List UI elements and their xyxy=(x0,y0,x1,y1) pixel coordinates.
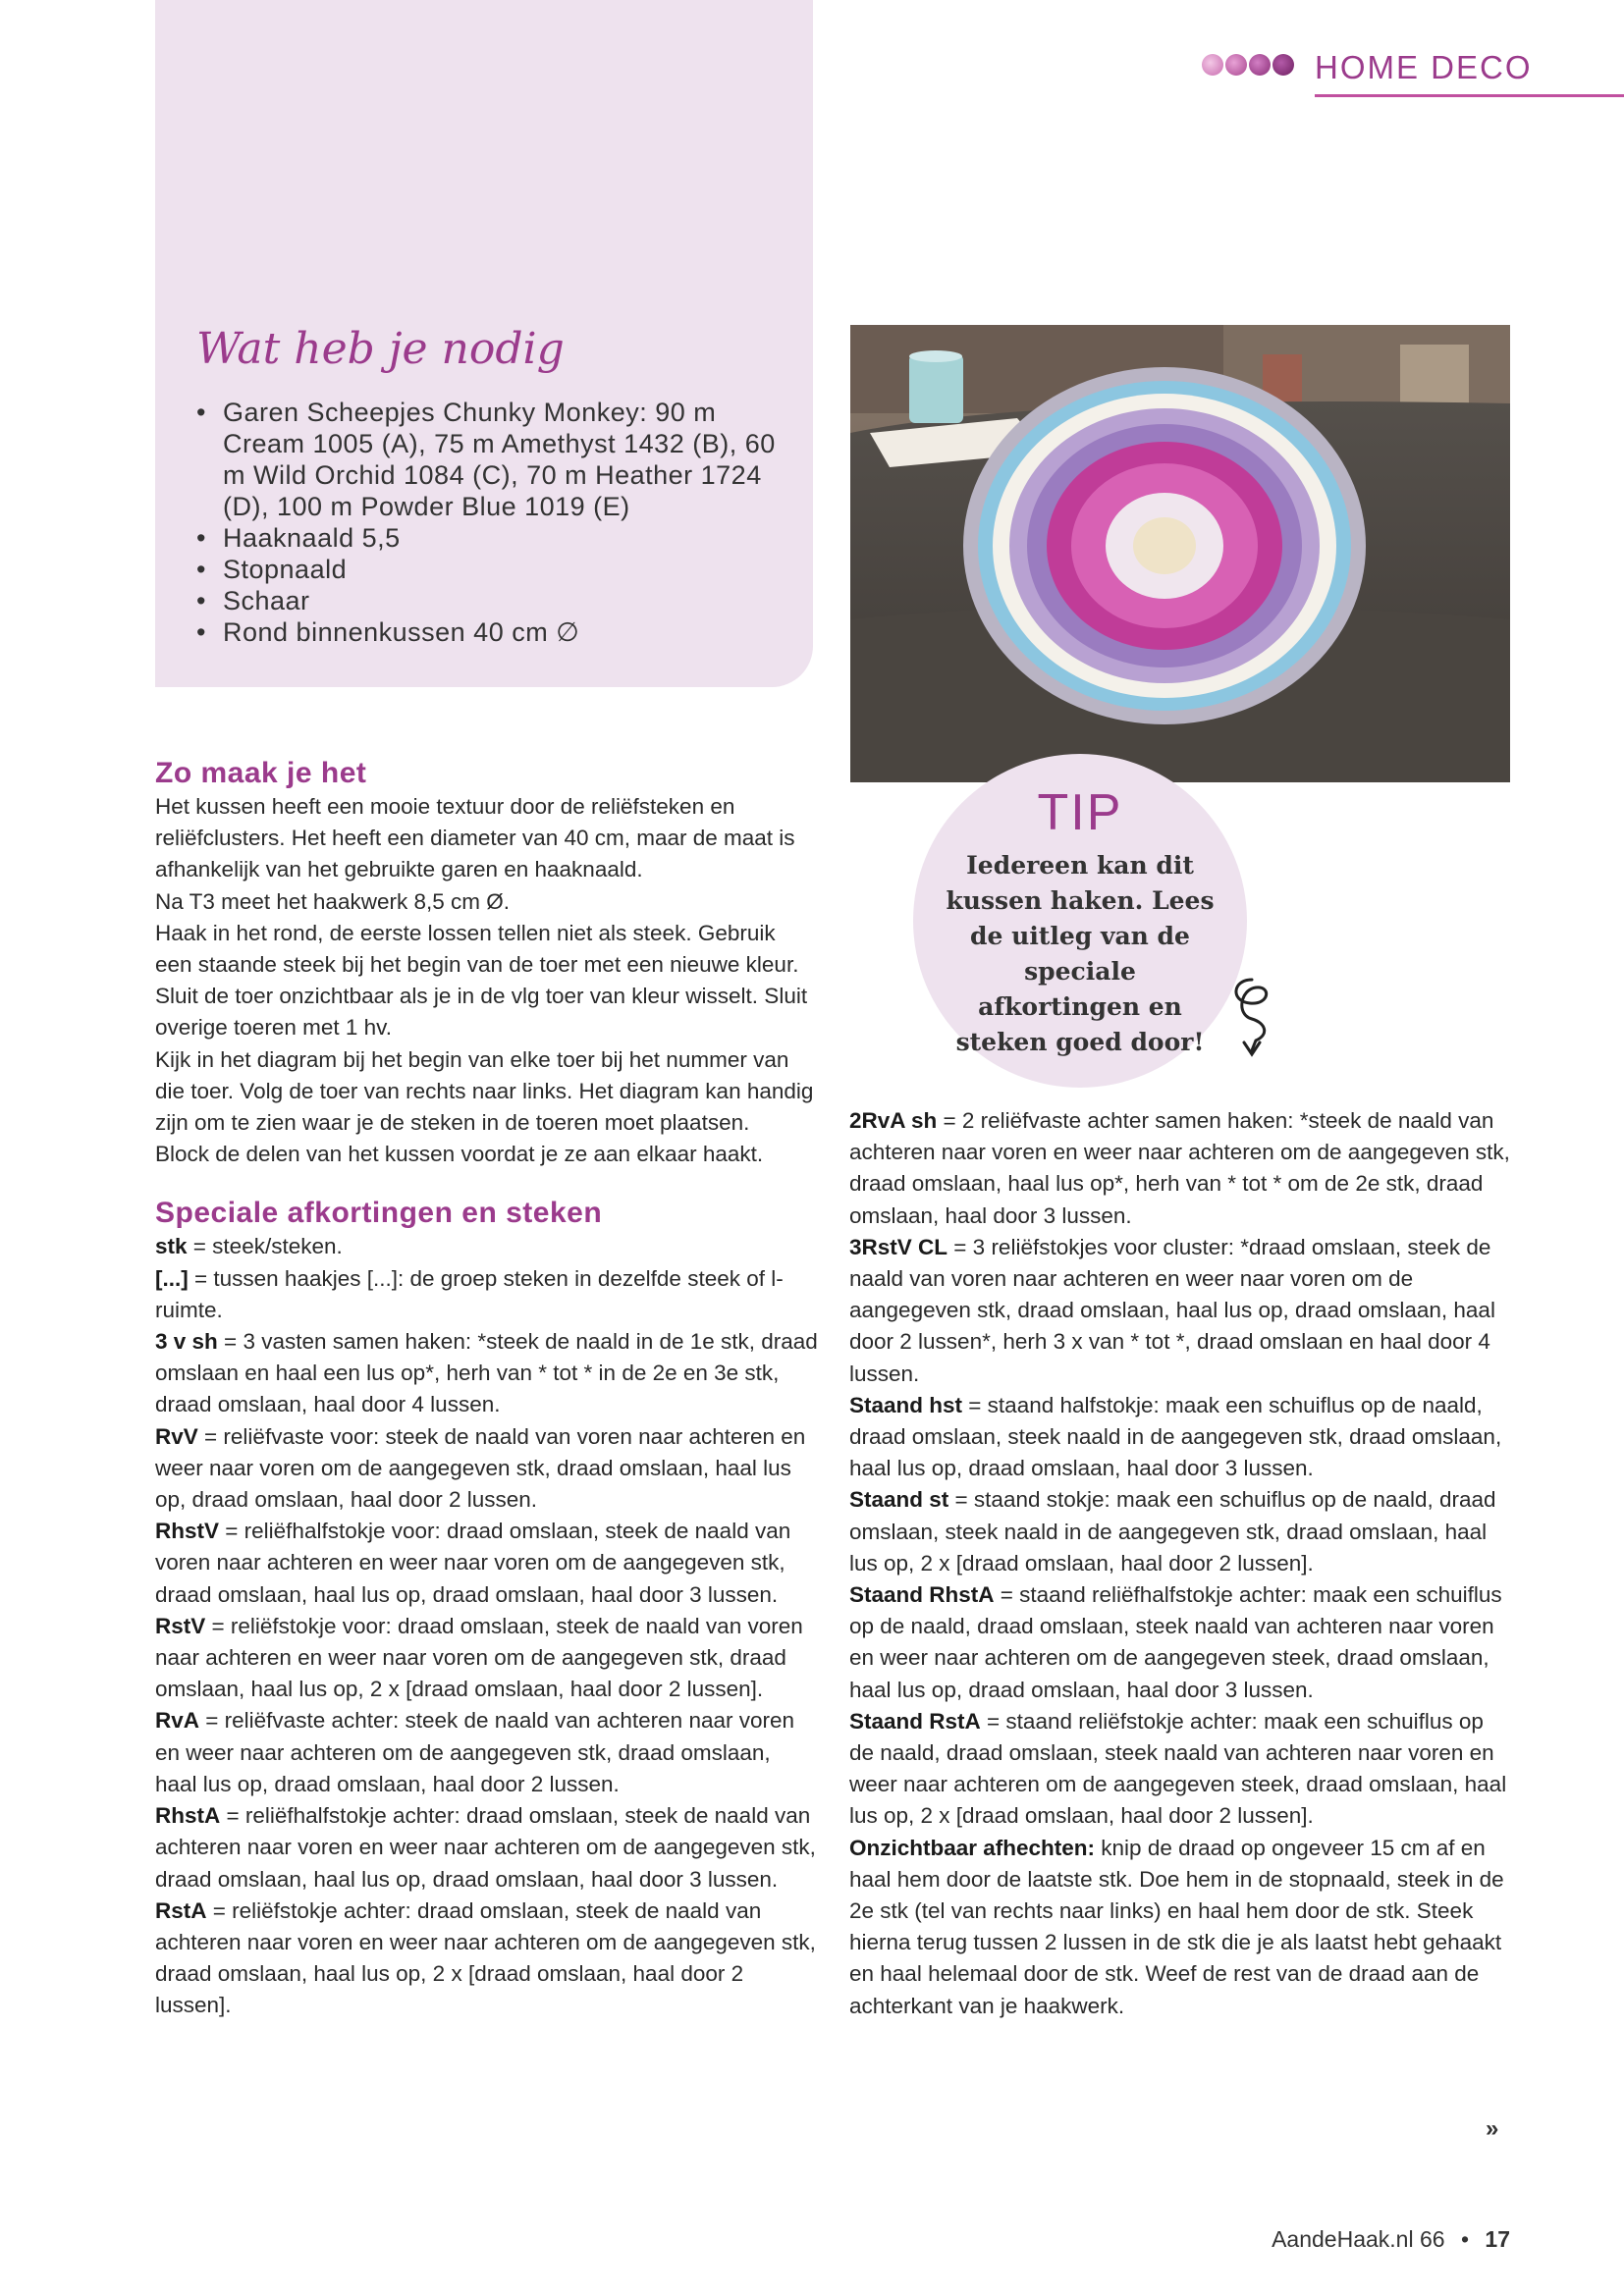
abbreviation-entry: Onzichtbaar afhechten: knip de draad op ongeveer 15 cm af en haal hem door de laatste stk. Doe hem in de stopnaald, steek in de 2e stk (tel van rechts naar links) en haal hem door de stk. Steek hierna terug tussen 2 lussen in de stk die je als laatst hebt gehaakt en haal helemaal door de stk. Weef de rest van de draad aan de achterkant van je haakwerk. xyxy=(849,1835,1504,2018)
materials-title: Wat heb je nodig xyxy=(196,324,565,374)
page-footer xyxy=(1272,2226,1510,2253)
paragraph: Kijk in het diagram bij het begin van elke toer bij het nummer van die toer. Volg de toer van rechts naar links. Het diagram kan handig zijn om te zien waar je de steken in de toeren moet plaatsen. xyxy=(155,1046,814,1136)
abbreviation-entry: 3 v sh = 3 vasten samen haken: *steek de naald in de 1e stk, draad omslaan en haal een lus op*, herh van * tot * in de 2e en 3e stk, draad omslaan, haal door 4 lussen. xyxy=(155,1329,818,1417)
section-title: HOME DECO xyxy=(1315,49,1533,85)
header-underline xyxy=(1315,94,1624,97)
left-column xyxy=(155,756,818,2022)
footer-bullet: • xyxy=(1460,2226,1470,2252)
abbreviation-entry: Staand st = staand stokje: maak een schuiflus op de naald, draad omslaan, steek naald in de aangegeven stk, draad omslaan, haal lus op, 2 x [draad omslaan, haal door 2 lussen]. xyxy=(849,1487,1496,1575)
abbreviation-entry: RhstV = reliëfhalfstokje voor: draad omslaan, steek de naald van voren naar achteren en weer naar voren om de aangegeven stk, draad omslaan, haal lus op, draad omslaan, haal door 3 lussen. xyxy=(155,1519,791,1607)
tip-callout xyxy=(913,754,1247,1088)
right-column xyxy=(849,1105,1512,2022)
abbreviation-entry: 2RvA sh = 2 reliëfvaste achter samen haken: *steek de naald van achteren naar voren en weer naar achteren om de aangegeven stk, draad omslaan, haal lus op*, herh van * tot * om de 2e stk, draad omslaan, haal door 3 lussen. xyxy=(849,1108,1510,1228)
abbreviation-entry: RstA = reliëfstokje achter: draad omslaan, steek de naald van achteren naar voren en weer naar achteren om de aangegeven stk, draad omslaan, haal lus op, 2 x [draad omslaan, haal door 2 lussen]. xyxy=(155,1897,816,2018)
swirl-arrow-icon xyxy=(1222,972,1281,1060)
footer-site: AandeHaak.nl 66 xyxy=(1272,2226,1445,2252)
abbreviation-entry: Staand RhstA = staand reliëfhalfstokje achter: maak een schuiflus op de naald, draad omslaan, steek naald van achteren naar voren en weer naar achteren om de aangegeven steek, draad omslaan, haal lus op, draad omslaan, haal door 3 lussen. xyxy=(849,1582,1502,1702)
list-item: • Garen Scheepjes Chunky Monkey: 90 m Cream 1005 (A), 75 m Amethyst 1432 (B), 60 m Wild Orchid 1084 (C), 70 m Heather 1724 (D), 100 m Powder Blue 1019 (E) xyxy=(196,397,785,522)
how-to-title: Zo maak je het xyxy=(155,757,367,789)
abbreviation-entry: 3RstV CL = 3 reliëfstokjes voor cluster: *draad omslaan, steek de naald van voren naar achteren en weer naar voren om de aangegeven stk, draad omslaan, haal lus op, draad omslaan, haal door 2 lussen*, herh 3 x van * tot *, draad omslaan en haal door 4 lussen. xyxy=(849,1234,1495,1386)
abbreviation-entry: RvA = reliëfvaste achter: steek de naald van achteren naar voren en weer naar achteren om de aangegeven stk, draad omslaan, haal lus op, draad omslaan, haal door 2 lussen. xyxy=(155,1708,795,1796)
page-number: 17 xyxy=(1485,2226,1510,2252)
abbreviation-entry: Staand RstA = staand reliëfstokje achter: maak een schuiflus op de naald, draad omslaan, steek naald van achteren naar voren en weer naar achteren om de aangegeven steek, draad omslaan, haal lus op, 2 x [draad omslaan, haal door 2 lussen]. xyxy=(849,1708,1507,1829)
paragraph: Haak in het rond, de eerste lossen tellen niet als steek. Gebruik een staande steek bij het begin van de toer met een nieuwe kleur. Sluit de toer onzichtbaar als je in de vlg toer van kleur wisselt. Sluit overige toeren met 1 hv. xyxy=(155,920,808,1041)
abbreviations-title: Speciale afkortingen en steken xyxy=(155,1197,603,1230)
abbreviation-entry: stk = steek/steken. xyxy=(155,1234,343,1259)
tip-title: TIP xyxy=(1037,784,1123,841)
list-item: • Rond binnenkussen 40 cm ∅ xyxy=(196,616,785,648)
tip-text: Iedereen kan dit kussen haken. Lees de uitleg van de speciale afkortingen en steken goed door! xyxy=(946,851,1215,1056)
abbreviation-entry: [...] = tussen haakjes [...]: de groep steken in dezelfde steek of l-ruimte. xyxy=(155,1265,784,1322)
paragraph: Het kussen heeft een mooie textuur door de reliëfsteken en reliëfclusters. Het heeft een diameter van 40 cm, maar de maat is afhankelijk van het gebruikte garen en haaknaald. xyxy=(155,794,795,882)
yarn-balls-icon xyxy=(1202,54,1294,76)
materials-box xyxy=(155,0,813,687)
abbreviation-entry: RhstA = reliëfhalfstokje achter: draad omslaan, steek de naald van achteren naar voren en weer naar achteren om de aangegeven stk, draad omslaan, haal lus op, draad omslaan, haal door 3 lussen. xyxy=(155,1803,816,1892)
paragraph: Na T3 meet het haakwerk 8,5 cm Ø. xyxy=(155,888,510,914)
abbreviation-entry: RstV = reliëfstokje voor: draad omslaan, steek de naald van voren naar achteren en weer naar voren om de aangegeven stk, draad omslaan, haal lus op, 2 x [draad omslaan, haal door 2 lussen]. xyxy=(155,1613,803,1702)
paragraph: Block de delen van het kussen voordat je ze aan elkaar haakt. xyxy=(155,1142,764,1167)
list-item: • Stopnaald xyxy=(196,554,785,585)
cushion-photo xyxy=(850,325,1510,782)
list-item: • Schaar xyxy=(196,585,785,616)
list-item: • Haaknaald 5,5 xyxy=(196,522,785,554)
abbreviation-entry: Staand hst = staand halfstokje: maak een schuiflus op de naald, draad omslaan, steek naald in de aangegeven stk, draad omslaan, haal lus op, draad omslaan, haal door 3 lussen. xyxy=(849,1392,1502,1481)
continue-marker: » xyxy=(1486,2115,1499,2142)
abbreviation-entry: RvV = reliëfvaste voor: steek de naald van voren naar achteren en weer naar voren om de aangegeven stk, draad omslaan, haal lus op, draad omslaan, haal door 2 lussen. xyxy=(155,1423,806,1513)
materials-list xyxy=(196,397,785,648)
section-header xyxy=(1202,49,1624,104)
